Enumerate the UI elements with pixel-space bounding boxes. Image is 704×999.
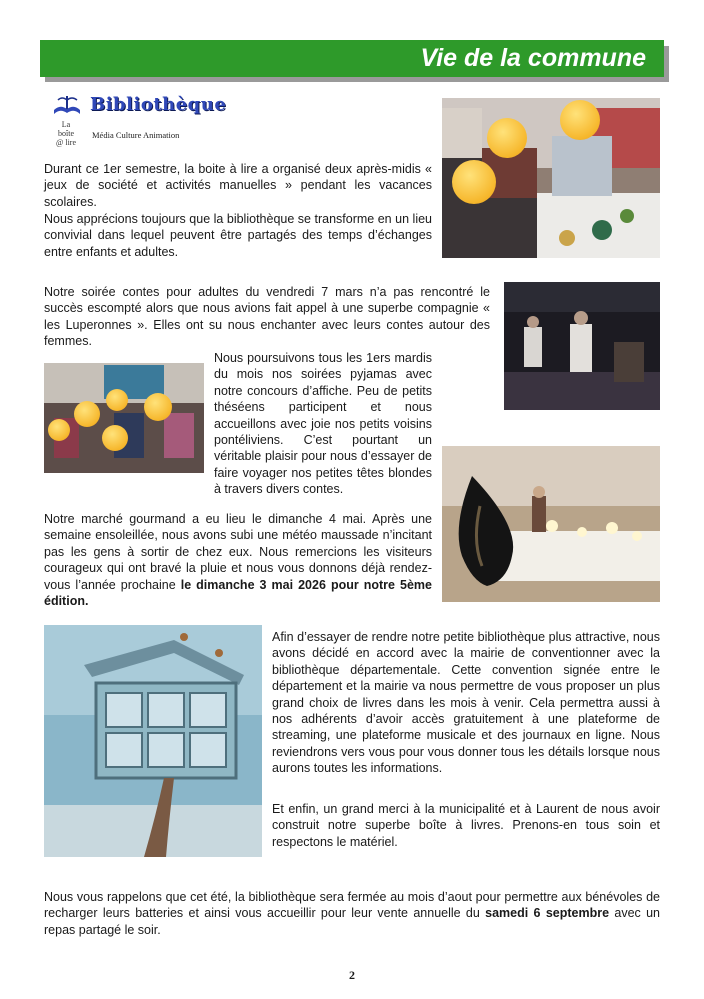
next-edition-date: le dimanche 3 mai 2026 pour notre 5ème édition. [44, 577, 432, 609]
open-book-icon [52, 92, 82, 122]
logo-small-line: boîte [58, 129, 74, 138]
page-number: 2 [349, 968, 355, 982]
paragraph-summer-closure [44, 889, 660, 938]
sale-date: samedi 6 septembre [485, 906, 610, 921]
paragraph-thanks-book-box: Et enfin, un grand merci à la municipalité et à Laurent de nous avoir construit notre superbe boîte à livres. Prenons-en tous soin et respectons le matériel. [272, 802, 660, 849]
face-emoji [487, 118, 527, 158]
library-logo [52, 92, 227, 147]
photo-pyjama-evening [44, 363, 204, 473]
face-emoji [560, 100, 600, 140]
face-emoji [144, 393, 172, 421]
photo-gourmet-market [442, 446, 660, 602]
paragraph-convivial-place: Nous apprécions toujours que la bibliothèque se transforme en un lieu convivial dans lequel peuvent être partagés des temps d’échanges entre enfants et adultes. [44, 212, 432, 259]
paragraph-pyjama-evenings: Nous poursuivons tous les 1ers mardis du mois nos soirées pyjamas avec notre concours d’affiche. Peu de petits théséens participent et nous accueillons avec joie nos petits voisins pontéliviens. C’est pourtant un véritable plaisir pour nous d’essayer de faire voyager nos petites têtes blondes à travers divers contes. [214, 351, 432, 497]
paragraph-gourmet-market [44, 511, 432, 609]
face-emoji [74, 401, 100, 427]
photo-book-box [44, 625, 262, 857]
face-emoji [452, 160, 496, 204]
logo-small-line: @ lire [55, 138, 77, 147]
logo-title: Bibliothèque [90, 94, 227, 115]
face-emoji [48, 419, 70, 441]
face-emoji [102, 425, 128, 451]
paragraph-storytelling-evening: Notre soirée contes pour adultes du vendredi 7 mars n’a pas rencontré le succès escompté alors que nous avions fait appel à une superbe compagnie « les Luperonnes ». Elles ont su nous enchanter avec leurs contes autour des femmes. [44, 285, 490, 349]
paragraph-departmental-library: Afin d’essayer de rendre notre petite bibliothèque plus attractive, nous avons décidé en accord avec la mairie de conventionner avec la bibliothèque départementale. Cette convention signée entre le département et la mairie va nous permettre de vous proposer un plus grand choix de livres dans les mois à venir. Cela permettra aussi à nos adhérents d’avoir accès gratuitement à une plateforme de streaming, une plateforme musicale et des journaux en ligne. Nous reviendrons vers vous pour vous donner tous les détails lorsque nous aurons toutes les informations. [272, 630, 660, 776]
logo-small-line: La [61, 120, 71, 129]
section-title: Vie de la commune [420, 44, 646, 72]
photo-children-games [442, 98, 660, 258]
paragraph-holiday-activities: Durant ce 1er semestre, la boite à lire a organisé deux après-midis « jeux de société et activités manuelles » pendant les vacances scolaires. [44, 162, 432, 209]
paragraph-gourmet-market-text: Notre marché gourmand a eu lieu le dimanche 4 mai. Après une semaine ensoleillée, nous avons subi une météo maussade n’incitant pas les gens à sortir de chez eux. Nous remercions les visiteurs courageux qui ont bravé la pluie et nous vous donnons déjà rendez-vous l’année prochaine [44, 512, 432, 592]
photo-storytelling-evening [504, 282, 660, 410]
face-emoji [106, 389, 128, 411]
paragraph-summer-closure-text: Nous vous rappelons que cet été, la bibliothèque sera fermée au mois d’aout pour permettre aux bénévoles de recharger leurs batteries et ainsi vous accueillir pour leur vente annuelle du [44, 890, 660, 921]
logo-small-text [52, 120, 80, 147]
paragraph-summer-closure-end: avec un repas partagé le soir. [44, 906, 660, 937]
logo-tagline: Média Culture Animation [92, 130, 180, 140]
section-banner [40, 40, 664, 77]
